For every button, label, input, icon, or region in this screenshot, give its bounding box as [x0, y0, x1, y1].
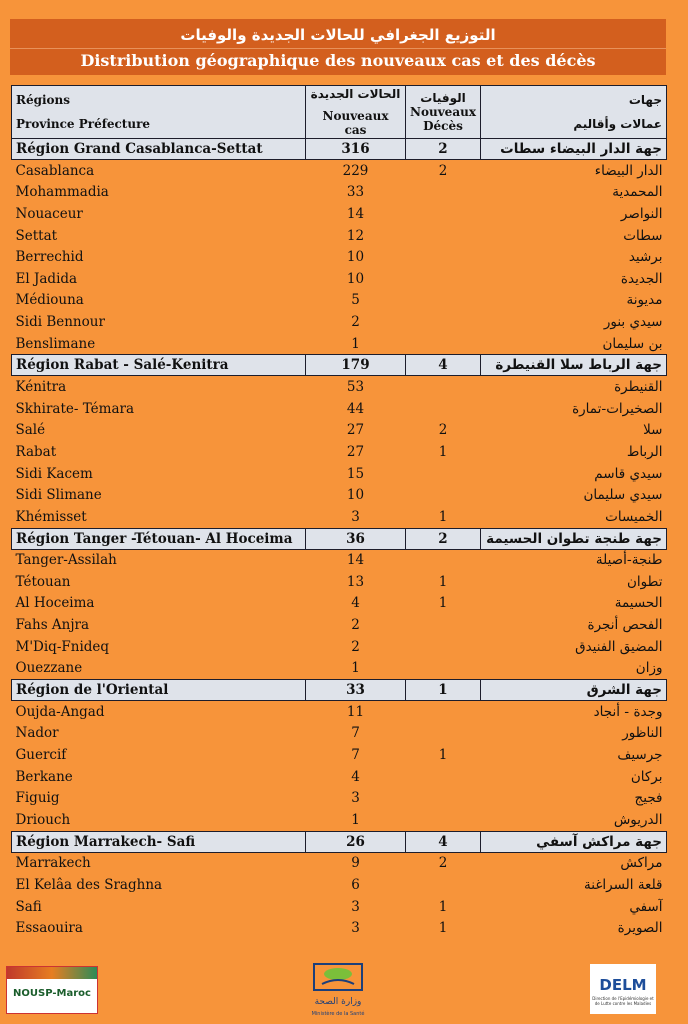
- province-name: Nador: [15, 725, 59, 742]
- delm-logo: DELM Direction de l'Epidémiologie et de Lutte contre les Maladies: [590, 964, 656, 1014]
- distribution-table: [11, 85, 667, 939]
- province-name-ar: الدار البيضاء: [594, 162, 663, 179]
- province-name-ar: الدريوش: [613, 811, 663, 828]
- province-cases: 1: [351, 335, 360, 352]
- province-row: [12, 246, 667, 268]
- province-name-ar: طنجة-أصيلة: [595, 552, 663, 569]
- province-cases: 10: [346, 249, 365, 266]
- province-cases: 5: [351, 292, 360, 309]
- province-deaths: 1: [438, 898, 448, 915]
- province-deaths: 1: [438, 508, 448, 525]
- region-cases: 33: [306, 680, 406, 701]
- province-deaths: 2: [438, 422, 448, 439]
- province-name: Casablanca: [15, 162, 95, 179]
- province-name: Oujda-Angad: [15, 703, 105, 720]
- province-deaths: 2: [438, 855, 448, 872]
- province-name: Sidi Slimane: [15, 487, 102, 504]
- province-deaths: [406, 463, 481, 485]
- province-row: [12, 376, 667, 398]
- province-cases: 33: [346, 184, 365, 201]
- province-name: Settat: [15, 227, 58, 244]
- province-deaths: [406, 203, 481, 225]
- province-name-ar: بن سليمان: [602, 335, 663, 352]
- province-cases: 13: [346, 573, 365, 590]
- province-name: Tanger-Assilah: [15, 552, 117, 569]
- province-deaths: 1: [438, 747, 448, 764]
- province-deaths: 1: [438, 595, 448, 612]
- footer: [0, 958, 688, 1024]
- province-cases: 10: [346, 487, 365, 504]
- province-row: [12, 744, 667, 766]
- province-cases: 1: [351, 811, 360, 828]
- province-name-ar: الفحص أنجرة: [587, 617, 663, 634]
- province-name: Marrakech: [15, 855, 91, 872]
- region-name: Région Rabat - Salé-Kenitra: [12, 355, 306, 376]
- province-name-ar: الجديدة: [620, 270, 663, 287]
- province-deaths: [406, 549, 481, 571]
- province-name-ar: الصخيرات-تمارة: [572, 400, 663, 417]
- province-deaths: 2: [438, 162, 448, 179]
- province-cases: 2: [351, 638, 360, 655]
- region-name: Région de l'Oriental: [12, 680, 306, 701]
- province-name: Driouch: [15, 811, 71, 828]
- province-name: El Kelâa des Sraghna: [15, 877, 163, 894]
- province-row: [12, 290, 667, 312]
- region-row: [12, 355, 667, 376]
- province-cases: 27: [346, 422, 365, 439]
- province-name-ar: وزان: [635, 660, 663, 677]
- province-row: [12, 463, 667, 485]
- province-deaths: [406, 701, 481, 723]
- province-deaths: 1: [438, 920, 448, 937]
- province-name-ar: جرسيف: [617, 747, 663, 764]
- province-cases: 14: [346, 552, 365, 569]
- province-cases: 9: [351, 855, 360, 872]
- province-cases: 7: [351, 725, 360, 742]
- province-deaths: [406, 376, 481, 398]
- province-row: [12, 311, 667, 333]
- province-name-ar: سيدي بنور: [603, 313, 663, 330]
- province-name: Kénitra: [15, 379, 67, 396]
- region-deaths: 4: [406, 355, 481, 376]
- province-name-ar: القنيطرة: [614, 379, 663, 396]
- province-row: [12, 809, 667, 831]
- province-name: Médiouna: [15, 292, 84, 309]
- province-name-ar: وجدة - أنجاد: [593, 703, 663, 720]
- province-name-ar: قلعة السراغنة: [584, 877, 663, 894]
- province-name: Tétouan: [15, 573, 71, 590]
- province-deaths: 1: [438, 443, 448, 460]
- province-row: [12, 182, 667, 204]
- region-name: Région Tanger -Tétouan- Al Hoceima: [12, 528, 306, 549]
- province-name: Khémisset: [15, 508, 87, 525]
- province-name: Sidi Bennour: [15, 313, 105, 330]
- region-name-ar: جهة طنجة تطوان الحسيمة: [481, 528, 667, 549]
- province-name-ar: برشيد: [628, 249, 663, 266]
- province-row: [12, 160, 667, 182]
- region-name-ar: جهة الشرق: [481, 680, 667, 701]
- province-cases: 6: [351, 877, 360, 894]
- province-row: [12, 852, 667, 874]
- ministry-health-logo: [308, 960, 368, 1020]
- region-deaths: 1: [406, 680, 481, 701]
- province-deaths: [406, 182, 481, 204]
- province-deaths: [406, 290, 481, 312]
- province-name: Sidi Kacem: [15, 465, 93, 482]
- province-deaths: [406, 636, 481, 658]
- province-row: [12, 874, 667, 896]
- header-new-cases: الحالات الجديدة Nouveaux cas: [306, 86, 406, 139]
- province-name: El Jadida: [15, 270, 78, 287]
- header-new-deaths: الوفيات Nouveaux Décès: [406, 86, 481, 139]
- province-deaths: [406, 268, 481, 290]
- province-cases: 3: [351, 920, 360, 937]
- province-row: [12, 723, 667, 745]
- province-name-ar: النواصر: [620, 205, 663, 222]
- province-cases: 3: [351, 508, 360, 525]
- province-name: Rabat: [15, 443, 57, 460]
- province-name-ar: بركان: [630, 768, 663, 785]
- province-row: [12, 571, 667, 593]
- province-name-ar: سيدي سليمان: [583, 487, 663, 504]
- province-name-ar: الحسيمة: [614, 595, 663, 612]
- province-cases: 27: [346, 443, 365, 460]
- province-deaths: [406, 225, 481, 247]
- province-row: [12, 657, 667, 679]
- header-regions-ar: جهات عمالات وأقاليم: [481, 86, 667, 139]
- province-name: Nouaceur: [15, 205, 83, 222]
- province-deaths: [406, 874, 481, 896]
- province-name: Figuig: [15, 790, 60, 807]
- province-row: [12, 225, 667, 247]
- region-row: [12, 680, 667, 701]
- province-row: [12, 766, 667, 788]
- region-name-ar: جهة الرباط سلا القنيطرة: [481, 355, 667, 376]
- province-name: Ouezzane: [15, 660, 83, 677]
- province-row: [12, 896, 667, 918]
- province-row: [12, 203, 667, 225]
- province-name-ar: الرباط: [626, 443, 663, 460]
- province-name-ar: سيدي قاسم: [594, 465, 663, 482]
- province-name: Berkane: [15, 768, 73, 785]
- province-deaths: [406, 246, 481, 268]
- region-cases: 36: [306, 528, 406, 549]
- province-deaths: [406, 787, 481, 809]
- province-row: [12, 549, 667, 571]
- region-row: [12, 139, 667, 160]
- region-deaths: 2: [406, 139, 481, 160]
- province-name-ar: سطات: [623, 227, 663, 244]
- region-name: Région Marrakech- Safi: [12, 831, 306, 852]
- province-row: [12, 917, 667, 939]
- province-row: [12, 333, 667, 355]
- region-row: [12, 831, 667, 852]
- province-cases: 4: [351, 595, 360, 612]
- province-cases: 3: [351, 898, 360, 915]
- province-cases: 44: [346, 400, 365, 417]
- province-row: [12, 787, 667, 809]
- province-name: Fahs Anjra: [15, 617, 90, 634]
- province-row: [12, 398, 667, 420]
- province-name: Salé: [15, 422, 46, 439]
- province-name-ar: الخميسات: [605, 508, 663, 525]
- region-deaths: 2: [406, 528, 481, 549]
- table-body: [12, 139, 667, 940]
- province-row: [12, 420, 667, 442]
- province-cases: 11: [346, 703, 365, 720]
- title-banner: [10, 19, 666, 75]
- province-deaths: [406, 484, 481, 506]
- province-name-ar: فجيج: [634, 790, 663, 807]
- province-deaths: [406, 657, 481, 679]
- province-name-ar: سلا: [643, 422, 663, 439]
- title-french: Distribution géographique des nouveaux cas et des décès: [10, 48, 666, 73]
- svg-text:Ministère de la Santé: Ministère de la Santé: [311, 1011, 365, 1017]
- province-cases: 2: [351, 313, 360, 330]
- province-name: M'Diq-Fnideq: [15, 638, 110, 655]
- province-cases: 12: [346, 227, 365, 244]
- province-name-ar: المضيق الفنيدق: [575, 638, 663, 655]
- title-arabic: التوزيع الجغرافي للحالات الجديدة والوفيات: [180, 26, 496, 44]
- province-row: [12, 701, 667, 723]
- province-name: Essaouira: [15, 920, 83, 937]
- region-name-ar: جهة الدار البيضاء سطات: [481, 139, 667, 160]
- province-name: Skhirate- Témara: [15, 400, 135, 417]
- province-cases: 7: [351, 747, 360, 764]
- province-cases: 229: [342, 162, 369, 179]
- province-name-ar: مديونة: [626, 292, 663, 309]
- province-name-ar: الصويرة: [617, 920, 663, 937]
- province-deaths: [406, 398, 481, 420]
- province-name-ar: المحمدية: [612, 184, 663, 201]
- province-cases: 1: [351, 660, 360, 677]
- province-deaths: [406, 723, 481, 745]
- region-name-ar: جهة مراكش آسفي: [481, 831, 667, 852]
- province-name: Guercif: [15, 747, 67, 764]
- province-cases: 53: [346, 379, 365, 396]
- province-row: [12, 441, 667, 463]
- province-deaths: [406, 766, 481, 788]
- province-name: Al Hoceima: [15, 595, 95, 612]
- province-deaths: [406, 333, 481, 355]
- province-deaths: [406, 614, 481, 636]
- province-deaths: 1: [438, 573, 448, 590]
- province-row: [12, 484, 667, 506]
- region-cases: 179: [306, 355, 406, 376]
- region-name: Région Grand Casablanca-Settat: [12, 139, 306, 160]
- province-row: [12, 268, 667, 290]
- province-name: Benslimane: [15, 335, 96, 352]
- province-cases: 15: [346, 465, 365, 482]
- province-name: Safi: [15, 898, 42, 915]
- header-regions: Régions Province Préfecture: [12, 86, 306, 139]
- region-row: [12, 528, 667, 549]
- province-name-ar: الناظور: [622, 725, 663, 742]
- province-name: Mohammadia: [15, 184, 109, 201]
- province-name: Berrechid: [15, 249, 84, 266]
- province-cases: 14: [346, 205, 365, 222]
- region-cases: 26: [306, 831, 406, 852]
- province-deaths: [406, 809, 481, 831]
- svg-text:وزارة الصحة: وزارة الصحة: [314, 997, 362, 1007]
- province-row: [12, 506, 667, 528]
- region-deaths: 4: [406, 831, 481, 852]
- nousp-logo: NOUSP-Maroc: [6, 966, 98, 1014]
- region-cases: 316: [306, 139, 406, 160]
- province-cases: 10: [346, 270, 365, 287]
- province-row: [12, 614, 667, 636]
- province-name-ar: آسفي: [629, 898, 663, 915]
- province-cases: 3: [351, 790, 360, 807]
- province-cases: 2: [351, 617, 360, 634]
- province-name-ar: تطوان: [627, 573, 663, 590]
- table-header-row: [12, 86, 667, 139]
- province-row: [12, 636, 667, 658]
- province-row: [12, 593, 667, 615]
- province-name-ar: مراكش: [620, 855, 663, 872]
- province-cases: 4: [351, 768, 360, 785]
- province-deaths: [406, 311, 481, 333]
